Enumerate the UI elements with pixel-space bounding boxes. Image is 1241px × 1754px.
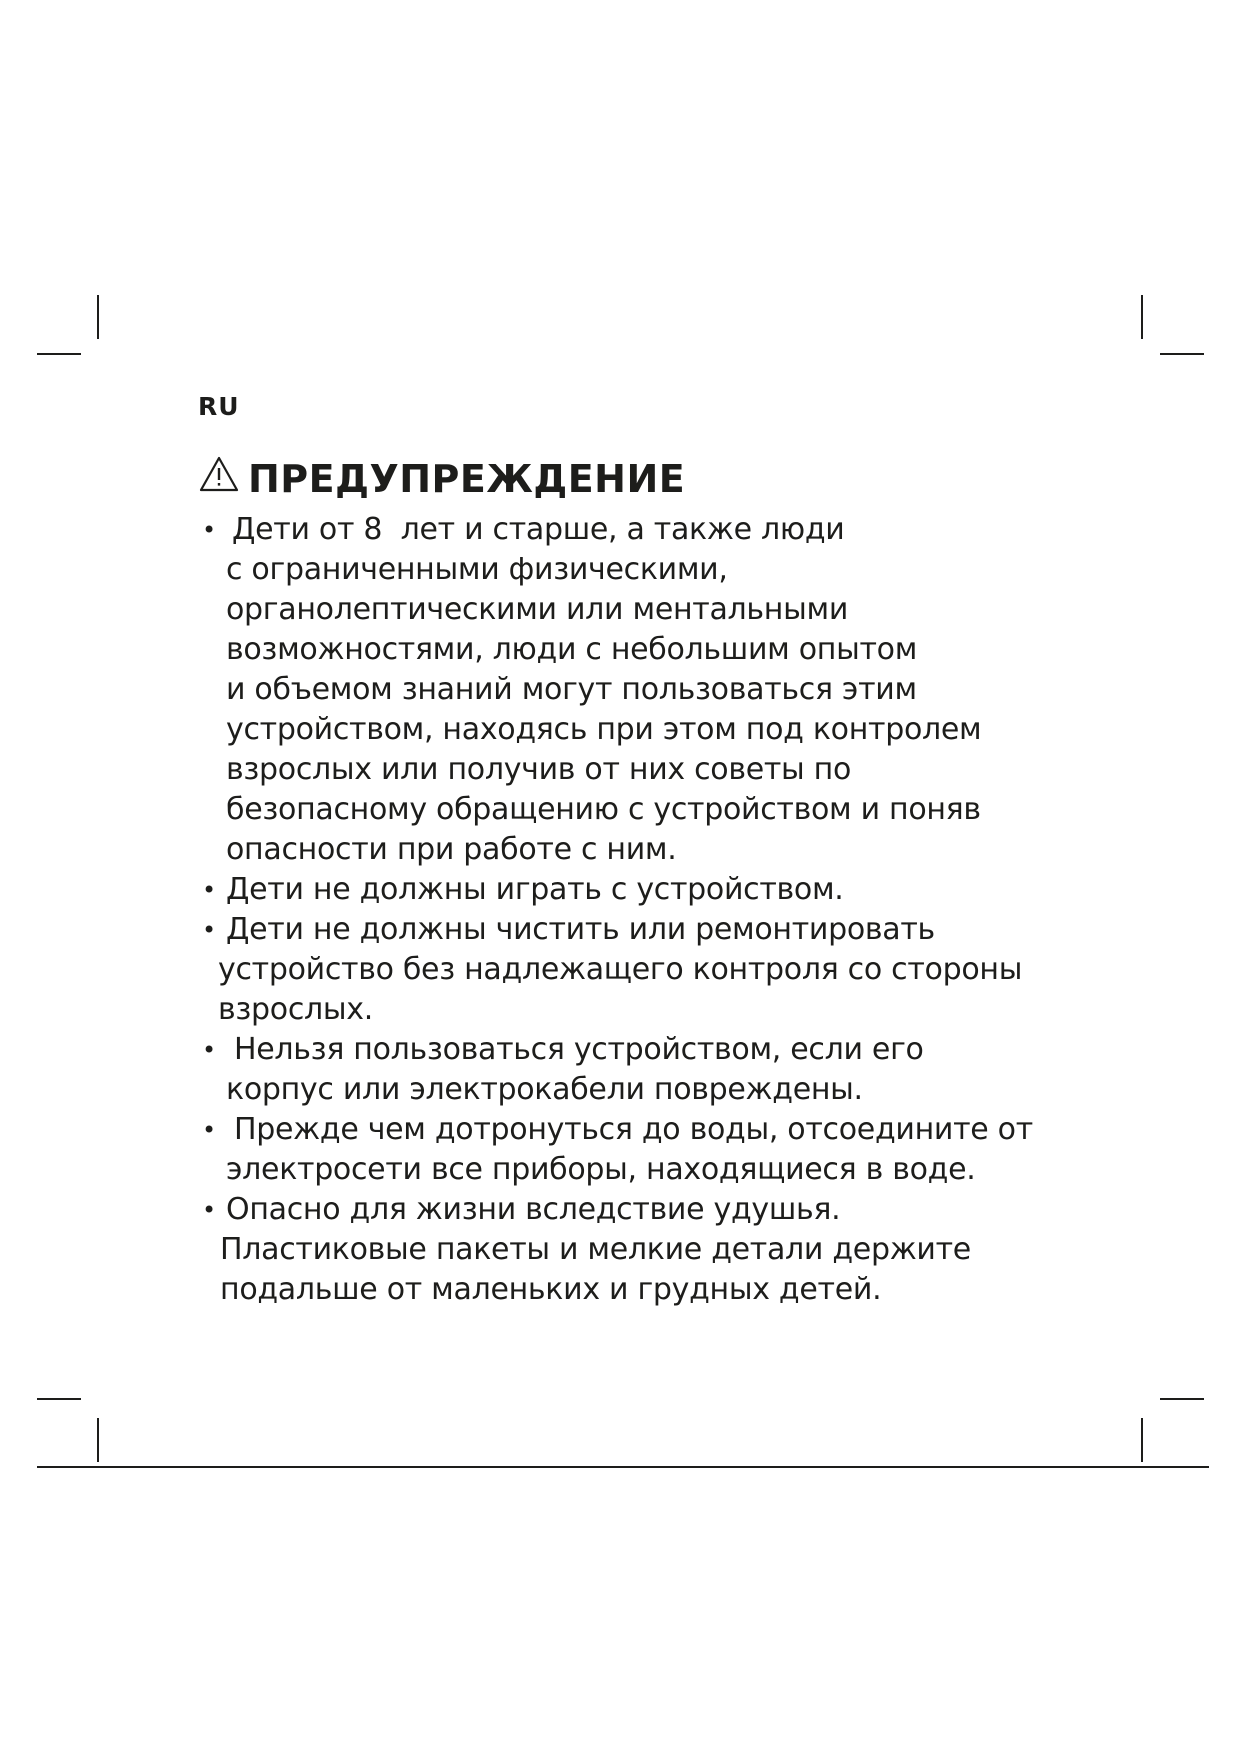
bullet: • [202, 1196, 216, 1224]
crop-mark-bottom-left-vertical [97, 1418, 99, 1462]
list-item [202, 910, 1102, 1030]
crop-mark-bottom-right-vertical [1141, 1418, 1143, 1462]
list-item [202, 510, 1102, 870]
list-item-line: Пластиковые пакеты и мелкие детали держите [220, 1232, 971, 1267]
list-item-line: опасности при работе с ним. [226, 832, 677, 867]
crop-mark-top-left-horizontal [37, 353, 81, 355]
list-item-line: подальше от маленьких и грудных детей. [220, 1272, 882, 1307]
list-item [202, 870, 1102, 910]
warning-list [202, 510, 1102, 1310]
language-code: RU [198, 392, 240, 421]
list-item-line: Опасно для жизни вследствие удушья. [226, 1192, 841, 1227]
crop-mark-top-right-vertical [1141, 295, 1143, 339]
bottom-trim-line [37, 1466, 1209, 1468]
warning-triangle-icon [198, 455, 248, 502]
crop-mark-bottom-right-horizontal [1160, 1398, 1204, 1400]
crop-mark-top-left-vertical [97, 295, 99, 339]
list-item [202, 1030, 1102, 1110]
bullet: • [202, 516, 216, 544]
crop-mark-bottom-left-horizontal [37, 1398, 81, 1400]
list-item-line: с ограниченными физическими, [226, 552, 728, 587]
list-item-line: возможностями, люди с небольшим опытом [226, 632, 918, 667]
list-item-line: Дети не должны играть с устройством. [226, 872, 844, 907]
list-item-line: Дети от 8 лет и старше, а также люди [232, 512, 845, 547]
bullet: • [202, 1036, 216, 1064]
list-item-line: электросети все приборы, находящиеся в воде. [226, 1152, 976, 1187]
crop-mark-top-right-horizontal [1160, 353, 1204, 355]
list-item-line: безопасному обращению с устройством и поняв [226, 792, 981, 827]
warning-heading [198, 455, 685, 502]
list-item-line: корпус или электрокабели повреждены. [226, 1072, 863, 1107]
list-item-line: органолептическими или ментальными [226, 592, 849, 627]
list-item-line: Дети не должны чистить или ремонтировать [226, 912, 935, 947]
bullet: • [202, 1116, 216, 1144]
list-item-line: взрослых или получив от них советы по [226, 752, 852, 787]
list-item-line: взрослых. [218, 992, 373, 1027]
list-item-line: и объемом знаний могут пользоваться этим [226, 672, 917, 707]
list-item-line: устройством, находясь при этом под контролем [226, 712, 982, 747]
list-item [202, 1190, 1102, 1310]
warning-title: ПРЕДУПРЕЖДЕНИЕ [248, 456, 686, 501]
list-item-line: устройство без надлежащего контроля со стороны [218, 952, 1023, 987]
bullet: • [202, 876, 216, 904]
list-item-line: Нельзя пользоваться устройством, если его [234, 1032, 924, 1067]
list-item [202, 1110, 1102, 1190]
bullet: • [202, 916, 216, 944]
list-item-line: Прежде чем дотронуться до воды, отсоедините от [234, 1112, 1033, 1147]
